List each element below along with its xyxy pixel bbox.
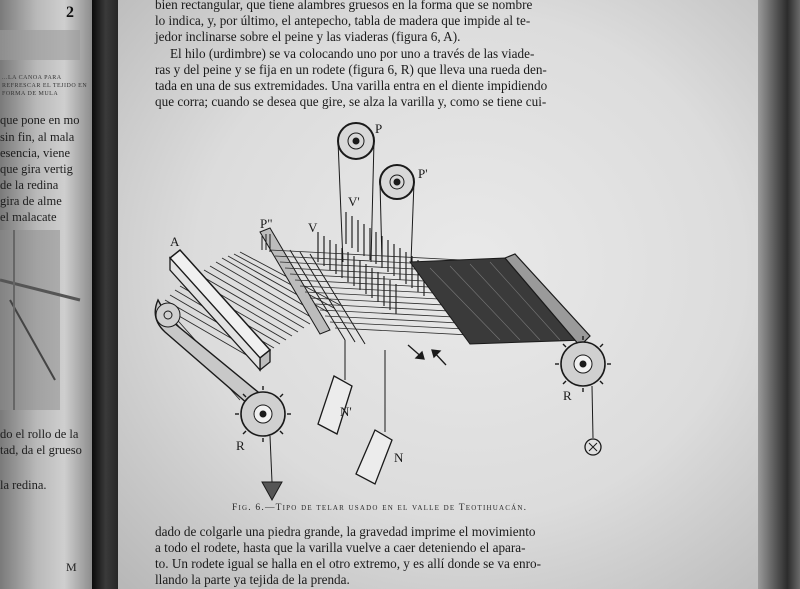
body-text-line: to. Un rodete igual se halla en el otro extremo, y es allí donde se va enro- xyxy=(155,556,541,571)
figure-label-p: P xyxy=(375,121,383,136)
figure-label-n: N xyxy=(394,450,404,465)
pulley-p xyxy=(338,123,374,262)
left-page-line: esencia, viene xyxy=(0,146,71,160)
body-text-line: que corra; cuando se desea que gire, se alza la varilla y, como se tiene cui- xyxy=(155,94,547,109)
left-page-line: que gira vertig xyxy=(0,162,73,176)
body-text-line: a todo el rodete, hasta que la varilla vuelve a caer deteniendo el apara- xyxy=(155,540,526,555)
figure-label-r-left: R xyxy=(236,438,245,453)
body-text-line: bien rectangular, que tiene alambres gruesos en la forma que se nombre xyxy=(155,0,533,12)
body-text-line: llando la parte ya tejida de la prenda. xyxy=(155,572,350,587)
shuttle-arrows xyxy=(408,345,446,365)
figure-label-v: V xyxy=(308,220,318,235)
left-page-line: gira de alme xyxy=(0,194,62,208)
figure-caption: Fig. 6.—Tipo de telar usado en el valle de Teotihuacán. xyxy=(232,503,528,513)
left-page-line: sin fin, al mala xyxy=(0,130,75,144)
figure-label-a: A xyxy=(170,234,180,249)
figure-label-v-prime: V' xyxy=(348,194,360,209)
left-page-line: do el rollo de la xyxy=(0,427,79,441)
body-text-line: jedor inclinarse sobre el peine y las viaderas (figura 6, A). xyxy=(155,29,461,44)
pulley-p-prime xyxy=(380,165,414,262)
left-page-line: el malacate xyxy=(0,210,57,224)
body-text-line: tada en una de sus extremidades. Una varilla entra en el diente impidiendo xyxy=(155,78,548,93)
figure-label-r-right: R xyxy=(563,388,572,403)
page-number: 2 xyxy=(66,4,74,21)
figure-label-p-double: P" xyxy=(260,216,273,231)
weight-n-prime xyxy=(318,340,352,434)
left-page-line: que pone en mo xyxy=(0,113,80,127)
left-page-bottom-letter: M xyxy=(66,560,77,574)
breast-bar-a xyxy=(170,250,270,370)
weight-n xyxy=(356,350,392,484)
body-text-line: dado de colgarle una piedra grande, la gravedad imprime el movimiento xyxy=(155,524,536,539)
body-text-line: El hilo (urdimbre) se va colocando uno por uno a través de las viade- xyxy=(170,46,535,61)
body-text-line: lo indica, y, por último, el antepecho, tabla de madera que impide al te- xyxy=(155,13,531,28)
left-page-line: de la redina xyxy=(0,178,59,192)
left-page-line: la redina. xyxy=(0,478,47,492)
left-roll-teeth xyxy=(156,303,180,327)
figure-label-p-prime: P' xyxy=(418,166,428,181)
left-page-line: tad, da el grueso xyxy=(0,443,82,457)
body-text-line: ras y del peine y se fija en un rodete (figura 6, R) que lleva una rueda den- xyxy=(155,62,547,77)
figure-label-n-prime: N' xyxy=(340,404,352,419)
left-page-caption: ...LA CANOA PARA REFRESCAR EL TEJIDO EN FORMA DE MULA xyxy=(2,75,88,97)
